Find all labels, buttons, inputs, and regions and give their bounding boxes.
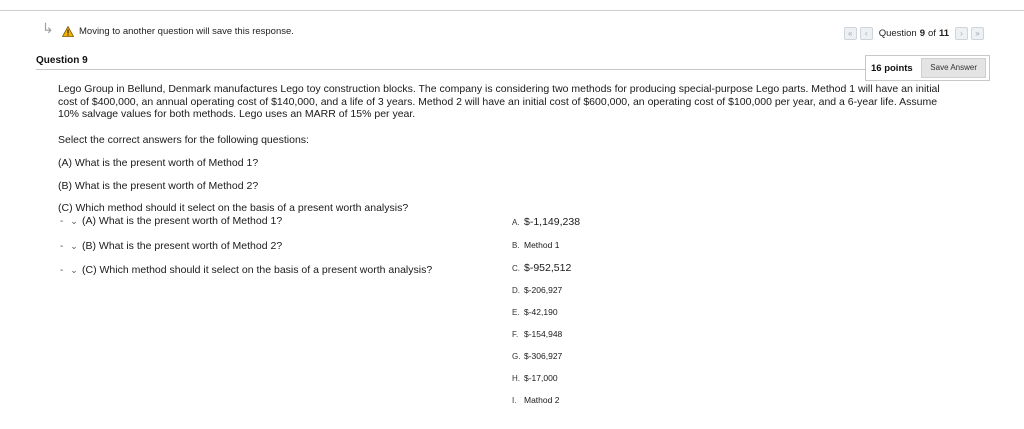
question-body: Lego Group in Bellund, Denmark manufactures Lego toy construction blocks. The company is considering two methods for producing special-purpose Lego parts. Method 1 will have an initial cost of $400,000, an annual operating cost of $140,000, and a life of 3 years. Method 2 will have an initial cost of $600,000, an operating cost of $100,000 per year, and a 6-year life. Assume 10% salvage values for both methods. Lego uses an MARR of 15% per year. [58,83,940,120]
answer-option [512,285,562,295]
answer-value: $-154,948 [524,329,563,339]
first-question-button[interactable]: « [844,27,857,40]
answer-letter: B. [512,241,520,250]
navigator-sep: of [928,28,936,39]
previous-question-button[interactable]: ‹ [860,27,873,40]
points-label: 16 points [871,62,913,74]
next-question-button[interactable]: › [955,27,968,40]
answer-letter: C. [512,264,520,273]
answer-value: $-306,927 [524,351,563,361]
answer-letter: I. [512,396,517,405]
answer-value: $-42,190 [524,307,558,317]
save-notice [62,26,294,37]
dropdown-b-value[interactable]: - [60,240,64,252]
dropdown-b[interactable] [60,240,282,252]
dropdown-c[interactable] [60,264,432,276]
answer-letter: G. [512,352,521,361]
last-question-button[interactable]: » [971,27,984,40]
answer-value: $-1,149,238 [524,216,581,228]
save-answer-button[interactable]: Save Answer [921,58,986,78]
answer-letter: F. [512,330,519,339]
dropdown-a-label: (A) What is the present worth of Method 1? [82,215,283,227]
answer-value: $-952,512 [524,262,572,274]
answer-value: $-17,000 [524,373,558,383]
question-title: Question 9 [36,55,88,66]
answer-option [512,240,559,250]
answer-letter: A. [512,218,520,227]
question-navigator [844,27,984,40]
dropdown-a-value[interactable]: - [60,215,64,227]
navigator-prefix: Question [878,28,917,39]
sub-question-b: (B) What is the present worth of Method 2? [58,180,259,192]
answer-option [512,351,562,361]
answer-value: $-206,927 [524,285,563,295]
dropdown-a[interactable] [60,215,282,227]
chevron-down-icon[interactable]: ⌄ [70,264,78,275]
dropdown-b-label: (B) What is the present worth of Method 2? [82,240,283,252]
instruction-text: Select the correct answers for the following questions: [58,134,309,146]
warning-icon [62,26,74,37]
points-box [865,55,990,81]
sub-question-a: (A) What is the present worth of Method 1? [58,157,259,169]
sub-question-c: (C) Which method should it select on the basis of a present worth analysis? [58,202,409,214]
answer-option [512,307,558,317]
dropdown-c-value[interactable]: - [60,264,64,276]
answer-option [512,262,571,274]
question-divider [36,69,988,70]
answer-value: Method 1 [524,240,560,250]
answer-letter: H. [512,374,520,383]
answer-option [512,395,559,405]
top-border [0,0,1024,11]
save-notice-text: Moving to another question will save this response. [79,26,294,37]
dropdown-c-label: (C) Which method should it select on the basis of a present worth analysis? [82,264,433,276]
answer-option [512,216,580,228]
answer-option [512,373,558,383]
chevron-down-icon[interactable]: ⌄ [70,240,78,251]
answer-value: Mathod 2 [524,395,560,405]
chevron-down-icon[interactable]: ⌄ [70,215,78,226]
navigator-current: 9 [919,28,926,39]
answer-option [512,329,562,339]
return-arrow-icon: ↳ [42,20,54,36]
navigator-total: 11 [938,28,949,39]
answer-letter: E. [512,308,520,317]
answer-letter: D. [512,286,520,295]
